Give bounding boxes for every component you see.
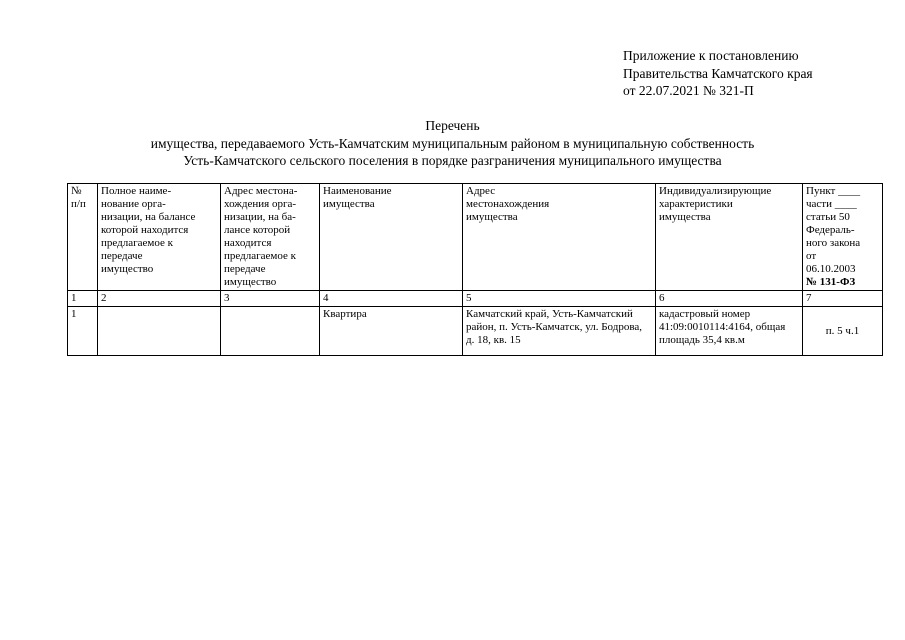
header-clause bbox=[803, 184, 883, 291]
property-table bbox=[67, 183, 883, 356]
header-clause-law: № 131-ФЗ bbox=[806, 276, 856, 288]
row-clause: п. 5 ч.1 bbox=[803, 307, 883, 356]
col-number-6: 6 bbox=[656, 291, 803, 307]
table-header-row bbox=[68, 184, 883, 291]
table-row bbox=[68, 307, 883, 356]
row-org-address bbox=[221, 307, 320, 356]
document-title bbox=[0, 117, 905, 170]
header-property-address: Адрес местонахождения имущества bbox=[463, 184, 656, 291]
appendix-line-2: Правительства Камчатского края bbox=[623, 65, 813, 81]
col-number-1: 1 bbox=[68, 291, 98, 307]
title-line-3: Усть-Камчатского сельского поселения в порядке разграничения муниципального имущества bbox=[183, 153, 722, 168]
title-line-2: имущества, передаваемого Усть-Камчатским муниципальным районом в муниципальную собственность bbox=[150, 135, 755, 151]
header-characteristics: Индивидуализирующие характеристики имущества bbox=[656, 184, 803, 291]
header-clause-text: Пункт ____ части ____ статьи 50 Федераль- ного закона от 06.10.2003 bbox=[806, 185, 861, 275]
row-characteristics: кадастровый номер 41:09:0010114:4164, общая площадь 35,4 кв.м bbox=[656, 307, 803, 356]
title-line-1: Перечень bbox=[425, 118, 480, 133]
header-org-address: Адрес местона- хождения орга- низации, на ба- лансе которой находится предлагаемое к передаче имущество bbox=[221, 184, 320, 291]
header-property-name: Наименование имущества bbox=[320, 184, 463, 291]
col-number-3: 3 bbox=[221, 291, 320, 307]
header-org-name: Полное наиме- нование орга- низации, на балансе которой находится предлагаемое к передаче имущество bbox=[98, 184, 221, 291]
table-number-row bbox=[68, 291, 883, 307]
row-property-name: Квартира bbox=[320, 307, 463, 356]
row-property-address: Камчатский край, Усть-Камчатский район, п. Усть-Камчатск, ул. Бодрова, д. 18, кв. 15 bbox=[463, 307, 656, 356]
row-org-name bbox=[98, 307, 221, 356]
header-num: № п/п bbox=[68, 184, 98, 291]
col-number-2: 2 bbox=[98, 291, 221, 307]
col-number-7: 7 bbox=[803, 291, 883, 307]
row-num: 1 bbox=[68, 307, 98, 356]
appendix-line-1: Приложение к постановлению bbox=[623, 48, 799, 63]
col-number-5: 5 bbox=[463, 291, 656, 307]
appendix-block bbox=[623, 47, 813, 100]
col-number-4: 4 bbox=[320, 291, 463, 307]
appendix-line-3: от 22.07.2021 № 321-П bbox=[623, 83, 754, 98]
